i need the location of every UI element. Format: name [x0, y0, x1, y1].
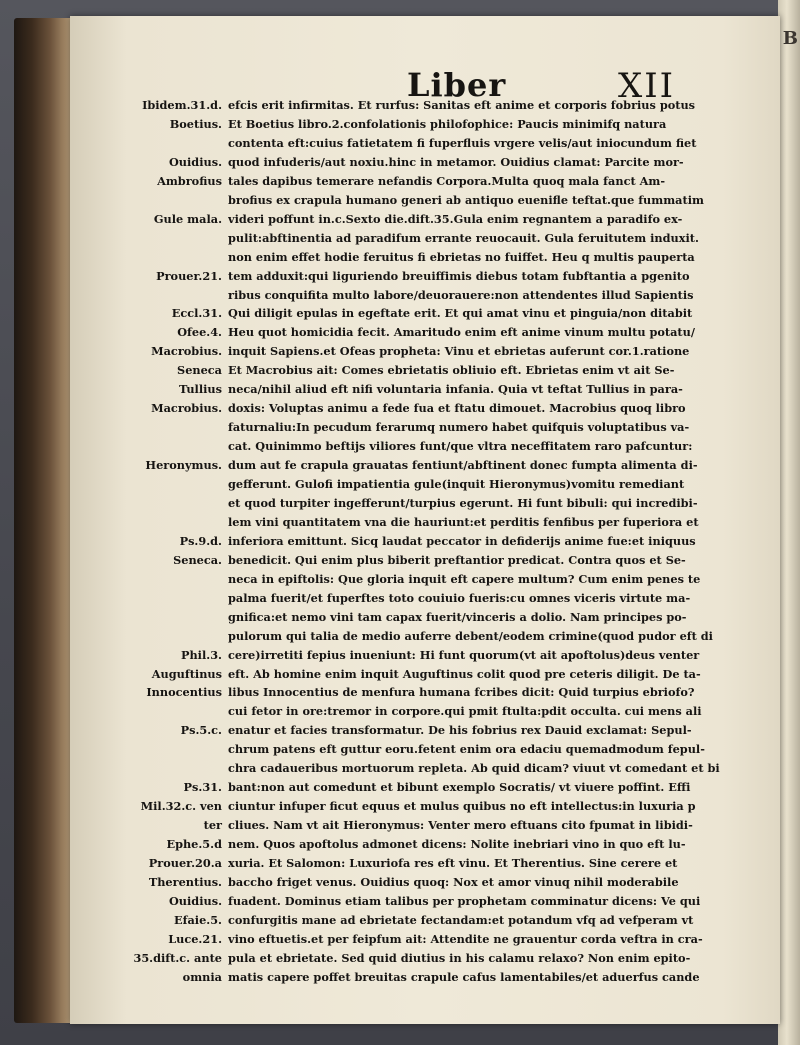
margin-note: Mil.32.c. ven [140, 799, 222, 814]
text-line [70, 117, 780, 132]
body-text: neca in epiftolis: Que gloria inquit eft capere multum? Cum enim penes te [228, 571, 701, 586]
body-text: Qui diligit epulas in egeftate erit. Et qui amat vinu et pinguia/non ditabit [228, 306, 693, 321]
text-line [70, 856, 780, 871]
text-line [70, 591, 780, 606]
body-text: chrum patens eft guttur eoru.fetent enim ora edaciu quemadmodum fepul- [228, 742, 705, 757]
margin-note: Ouidius. [168, 154, 222, 169]
body-text: neca/nihil aliud eft nifi voluntaria infania. Quia vt teftat Tullius in para- [228, 382, 683, 397]
text-line [70, 648, 780, 663]
margin-note: Macrobius. [151, 344, 222, 359]
body-text: benedicit. Qui enim plus biberit preftantior predicat. Contra quos et Se- [228, 552, 686, 567]
margin-note: Ouidius. [168, 893, 222, 908]
text-line [70, 401, 780, 416]
body-text: pulorum qui talia de medio auferre debent/eodem crimine(quod pudor eft di [228, 628, 713, 643]
facing-page-edge [778, 0, 800, 1045]
text-line [70, 382, 780, 397]
body-text: cui fetor in ore:tremor in corpore.qui pmit ftulta:pdit occulta. cui mens ali [228, 704, 702, 719]
margin-note: Heronymus. [145, 458, 222, 473]
margin-note: Seneca. [173, 552, 222, 567]
text-line [70, 515, 780, 530]
body-text: bant:non aut comedunt et bibunt exemplo Socratis/ vt viuere poffint. Effi [228, 780, 691, 795]
body-text: Et Macrobius ait: Comes ebrietatis obliuio eft. Ebrietas enim vt ait Se- [228, 363, 675, 378]
text-line [70, 193, 780, 208]
text-line [70, 325, 780, 340]
margin-note: Tullius [178, 382, 222, 397]
text-line [70, 231, 780, 246]
body-text: quod infuderis/aut noxiu.hinc in metamor. Ouidius clamat: Parcite mor- [228, 154, 684, 169]
margin-note: Efaie.5. [174, 912, 222, 927]
body-text: Et Boetius libro.2.confolationis philofophice: Paucis minimifq natura [228, 116, 667, 131]
text-line [70, 553, 780, 568]
margin-note: Ps.5.c. [180, 723, 222, 738]
margin-note: Eccl.31. [171, 306, 222, 321]
text-line [70, 136, 780, 151]
body-text: et quod turpiter ingefferunt/turpius egerunt. Hi funt bibuli: qui incredibi- [228, 495, 698, 510]
margin-note: Ambrofius [157, 173, 222, 188]
text-line [70, 363, 780, 378]
body-text: gnifica:et nemo vini tam capax fuerit/vinceris a dolio. Nam principes po- [228, 609, 687, 624]
text-line [70, 723, 780, 738]
body-text: brofius ex crapula humano generi ab antiquo euenifle teftat.que fummatim [228, 192, 704, 207]
text-line [70, 572, 780, 587]
text-line [70, 98, 780, 113]
text-line [70, 496, 780, 511]
text-line [70, 288, 780, 303]
margin-note: Macrobius. [151, 401, 222, 416]
margin-note: Ps.9.d. [179, 533, 222, 548]
text-line [70, 932, 780, 947]
text-line [70, 306, 780, 321]
running-title: Liber [407, 66, 507, 104]
body-text: pula et ebrietate. Sed quid diutius in his calamu relaxo? Non enim epito- [228, 950, 691, 965]
margin-note: Therentius. [148, 874, 222, 889]
margin-note: Ephe.5.d [166, 837, 222, 852]
body-text: faturnaliu:In pecudum ferarumq numero habet quifquis voluptatibus va- [228, 420, 690, 435]
margin-note: omnia [182, 969, 222, 984]
margin-note: Ofee.4. [177, 325, 222, 340]
text-line [70, 894, 780, 909]
body-text: fuadent. Dominus etiam talibus per prophetam comminatur dicens: Ve qui [228, 893, 701, 908]
body-text: matis capere poffet breuitas crapule cafus lamentabiles/et aduerfus cande [228, 969, 700, 984]
body-text: nem. Quos apoftolus admonet dicens: Nolite inebriari vino in quo eft lu- [228, 837, 686, 852]
facing-page-glyph: B [782, 28, 798, 49]
text-line [70, 761, 780, 776]
body-text: videri poffunt in.c.Sexto die.dift.35.Gula enim regnantem a paradifo ex- [228, 211, 683, 226]
body-text: ribus conquifita multo labore/deuorauere:non attendentes illud Sapientis [228, 287, 694, 302]
margin-note: Auguftinus [151, 666, 222, 681]
body-text: contenta eft:cuius fatietatem fi fuperfluis vrgere velis/aut iniocundum fiet [228, 135, 697, 150]
body-text: enatur et facies transformatur. De his fobrius rex Dauid exclamat: Sepul- [228, 723, 692, 738]
body-text: confurgitis mane ad ebrietate fectandam:et potandum vfq ad vefperam vt [228, 912, 694, 927]
body-text: tales dapibus temerare nefandis Corpora.Multa quoq mala fanct Am- [228, 173, 666, 188]
text-line [70, 174, 780, 189]
text-line [70, 420, 780, 435]
body-text: pulit:abftinentia ad paradifum errante reuocauit. Gula feruitutem induxit. [228, 230, 699, 245]
text-line [70, 970, 780, 985]
text-line [70, 951, 780, 966]
body-text: non enim effet hodie feruitus fi ebrietas no fuiffet. Heu q multis pauperta [228, 249, 695, 264]
body-text: efcis erit infirmitas. Et rurfus: Sanitas eft anime et corporis fobrius potus [228, 98, 696, 112]
body-text: cere)irretiti fepius inueniunt: Hi funt quorum(vt ait apoftolus)deus venter [228, 647, 700, 662]
body-text: cat. Quinimmo beftijs viliores funt/que vltra neceffitatem raro pafcuntur: [228, 439, 693, 454]
body-text: inquit Sapiens.et Ofeas propheta: Vinu et ebrietas auferunt cor.1.ratione [228, 344, 690, 359]
margin-note: Prouer.20.a [148, 856, 222, 870]
body-text: doxis: Voluptas animu a fede fua et ftatu dimouet. Macrobius quoq libro [228, 401, 686, 416]
body-text: baccho friget venus. Ouidius quoq: Nox et amor vinuq nihil moderabile [228, 874, 679, 889]
margin-note: ter [203, 818, 222, 833]
text-line [70, 875, 780, 890]
margin-note: 35.dift.c. ante [133, 950, 222, 965]
margin-note: Boetius. [169, 116, 222, 131]
text-line [70, 344, 780, 359]
text-line [70, 913, 780, 928]
text-line [70, 458, 780, 473]
margin-note: Ps.31. [183, 780, 222, 795]
text-line [70, 799, 780, 814]
text-line [70, 667, 780, 682]
text-line [70, 818, 780, 833]
body-text: palma fuerit/et fuperftes toto couiuio fueris:cu omnes viceris virtute ma- [228, 590, 691, 605]
margin-note: Phil.3. [180, 647, 222, 662]
book-number: XII [618, 66, 676, 106]
margin-note: Innocentius [146, 685, 222, 700]
body-text: dum aut fe crapula grauatas fentiunt/abftinent donec fumpta alimenta di- [228, 458, 698, 473]
margin-note: Gule mala. [153, 211, 222, 226]
body-text: eft. Ab homine enim inquit Auguftinus colit quod pre ceteris diligit. De ta- [228, 666, 701, 681]
text-line [70, 250, 780, 265]
margin-note: Seneca [177, 363, 222, 378]
body-text: chra cadaueribus mortuorum repleta. Ab quid dicam? viuut vt comedant et bi [228, 761, 720, 776]
body-text: gefferunt. Gulofi impatientia gule(inquit Hieronymus)vomitu remediant [228, 477, 685, 491]
body-text: cliues. Nam vt ait Hieronymus: Venter mero eftuans cito fpumat in libidi- [228, 818, 693, 833]
text-line [70, 742, 780, 757]
body-text: xuria. Et Salomon: Luxuriofa res eft vinu. Et Therentius. Sine cerere et [228, 856, 678, 870]
text-line [70, 212, 780, 227]
body-text: tem adduxit:qui liguriendo breuiffimis diebus totam fubftantia a pgenito [228, 268, 690, 283]
text-line [70, 477, 780, 492]
text-line [70, 269, 780, 284]
book-page [70, 16, 780, 1024]
text-line [70, 685, 780, 700]
text-line [70, 704, 780, 719]
margin-note: Prouer.21. [156, 268, 222, 283]
text-line [70, 155, 780, 170]
text-line [70, 439, 780, 454]
body-text: lem vini quantitatem vna die hauriunt:et perditis fenfibus per fuperiora et [228, 514, 699, 529]
body-text: libus Innocentius de menfura humana fcribes dicit: Quid turpius ebriofo? [228, 685, 695, 700]
margin-note: Luce.21. [168, 931, 222, 946]
text-line [70, 837, 780, 852]
margin-note: Ibidem.31.d. [142, 98, 222, 112]
body-text: Heu quot homicidia fecit. Amaritudo enim eft anime vinum multu potatu/ [228, 325, 695, 340]
text-line [70, 610, 780, 625]
body-text: ciuntur infuper ficut equus et mulus quibus no eft intellectus:in luxuria p [228, 799, 696, 814]
text-line [70, 629, 780, 644]
text-line [70, 534, 780, 549]
body-text: inferiora emittunt. Sicq laudat peccator in defiderijs anime fue:et iniquus [228, 533, 696, 548]
book-spine [14, 18, 74, 1023]
body-text: vino eftuetis.et per feipfum ait: Attendite ne grauentur corda veftra in cra- [228, 931, 703, 946]
text-line [70, 780, 780, 795]
